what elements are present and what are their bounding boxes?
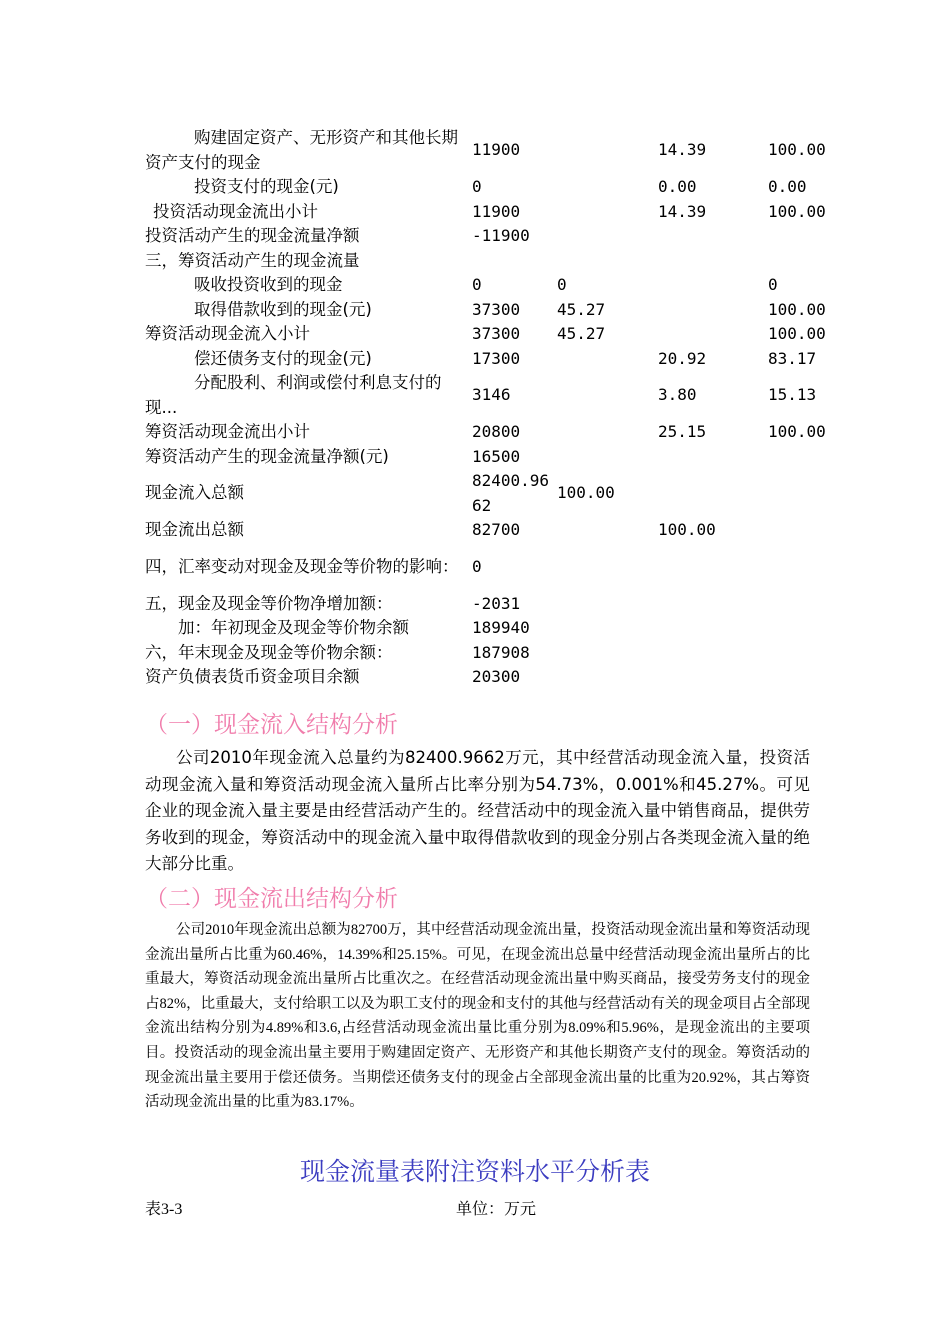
cell-v3: 20.92 xyxy=(658,348,707,368)
cell-v3: 25.15 xyxy=(658,422,707,441)
cell-v1: 3146 xyxy=(472,385,511,405)
row-label: 投资活动产生的现金流量净额 xyxy=(145,226,360,245)
cell-v1: 0 xyxy=(472,177,482,196)
row-label: 筹资活动现金流入小计 xyxy=(145,324,310,343)
table-row xyxy=(145,298,835,323)
cell-v1: 82400.9662 xyxy=(472,471,550,515)
table-row xyxy=(145,273,835,298)
cell-v1: 82700 xyxy=(472,520,521,539)
cell-v4 xyxy=(768,641,835,666)
cell-v3: 100.00 xyxy=(658,520,716,539)
cell-v1: 20300 xyxy=(472,667,521,686)
cell-v3 xyxy=(658,298,768,323)
cell-v2 xyxy=(557,665,658,690)
cell-v3 xyxy=(658,592,768,617)
row-label: 购建固定资产、无形资产和其他长期资产支付的现金 xyxy=(145,128,458,172)
table-title: 现金流量表附注资料水平分析表 xyxy=(299,1157,650,1186)
cell-v4: 15.13 xyxy=(768,385,817,405)
cell-v3 xyxy=(658,249,768,274)
cell-v2 xyxy=(557,518,658,543)
cash-flow-table-body xyxy=(145,126,835,690)
cell-v3 xyxy=(658,665,768,690)
row-label: 分配股利、利润或偿付利息支付的现... xyxy=(145,373,442,417)
cell-v1: 17300 xyxy=(472,348,521,368)
table-row xyxy=(145,371,835,420)
table-row xyxy=(145,592,835,617)
row-label: 三，筹资活动产生的现金流量 xyxy=(145,250,360,270)
inflow-analysis-paragraph: 公司2010年现金流入总量约为82400.9662万元，其中经营活动现金流入量，投资活动现金流入量和筹资活动现金流入量所占比率分别为54.73%，0.001%和45.27%。可见企业的现金流入量主要是由经营活动产生的。经营活动中的现金流入量中销售商品，提供劳务收到的现金，筹资活动中的现金流入量中取得借款收到的现金分别占各类现金流入量的绝大部分比重。 xyxy=(145,748,810,873)
row-label: 加：年初现金及现金等价物余额 xyxy=(178,618,409,637)
section-heading-inflow: （一）现金流入结构分析 xyxy=(145,712,398,738)
cell-v2 xyxy=(557,347,658,372)
table-row xyxy=(145,518,835,543)
cell-v4: 100.00 xyxy=(768,201,826,221)
cell-v4: 0.00 xyxy=(768,177,807,196)
table-row xyxy=(145,543,835,592)
cell-v1: 189940 xyxy=(472,618,530,637)
row-label: 现金流出总额 xyxy=(145,520,244,539)
cell-v1: 11900 xyxy=(472,201,521,221)
cell-v2 xyxy=(557,641,658,666)
cell-v2 xyxy=(557,371,658,420)
cell-v1: 16500 xyxy=(472,446,521,466)
cell-v4 xyxy=(768,469,835,518)
cell-v3: 14.39 xyxy=(658,140,707,160)
cell-v2 xyxy=(557,224,658,249)
cell-v2: 0 xyxy=(557,275,567,294)
cell-v2 xyxy=(557,445,658,470)
cell-v3: 14.39 xyxy=(658,201,707,221)
table-row xyxy=(145,126,835,175)
unit-label: 单位：万元 xyxy=(456,1199,537,1218)
cell-v1: 187908 xyxy=(472,642,530,662)
cell-v4 xyxy=(768,224,835,249)
cell-v4: 100.00 xyxy=(768,140,826,160)
table-row xyxy=(145,224,835,249)
cell-v1: 20800 xyxy=(472,422,521,441)
table-row xyxy=(145,445,835,470)
cell-v3 xyxy=(658,322,768,347)
table-row xyxy=(145,641,835,666)
row-label: 资产负债表货币资金项目余额 xyxy=(145,667,360,686)
cell-v2: 45.27 xyxy=(557,299,606,319)
table-row xyxy=(145,322,835,347)
cash-flow-table xyxy=(145,126,835,690)
table-row xyxy=(145,249,835,274)
cell-v3: 3.80 xyxy=(658,385,697,405)
cell-v3: 0.00 xyxy=(658,177,697,196)
table-row xyxy=(145,420,835,445)
cell-v3 xyxy=(658,273,768,298)
cell-v3 xyxy=(658,616,768,641)
cell-v4 xyxy=(768,665,835,690)
cell-v3 xyxy=(658,543,768,592)
cell-v4 xyxy=(768,249,835,274)
row-label: 取得借款收到的现金(元) xyxy=(194,299,372,319)
cell-v4 xyxy=(768,616,835,641)
table-row xyxy=(145,347,835,372)
row-label: 现金流入总额 xyxy=(145,483,244,503)
cell-v4 xyxy=(768,445,835,470)
cell-v2 xyxy=(557,616,658,641)
row-label: 投资活动现金流出小计 xyxy=(153,201,318,221)
cell-v4: 100.00 xyxy=(768,299,826,319)
row-label: 六，年末现金及现金等价物余额： xyxy=(145,642,393,662)
row-label: 五，现金及现金等价物净增加额： xyxy=(145,593,393,613)
table-row xyxy=(145,175,835,200)
cell-v2 xyxy=(557,249,658,274)
cell-v4: 83.17 xyxy=(768,348,817,368)
cell-v1: 37300 xyxy=(472,299,521,319)
cell-v2 xyxy=(557,543,658,592)
cell-v4: 0 xyxy=(768,275,778,294)
cell-v1: 0 xyxy=(472,275,482,294)
cell-v1: 11900 xyxy=(472,140,521,160)
table-number: 表3-3 xyxy=(145,1201,183,1218)
cell-v2 xyxy=(557,592,658,617)
cell-v3 xyxy=(658,469,768,518)
cell-v2 xyxy=(557,126,658,175)
outflow-analysis-paragraph: 公司2010年现金流出总额为82700万，其中经营活动现金流出量，投资活动现金流出量和筹资活动现金流出量所占比重为60.46%，14.39%和25.15%。可见，在现金流出总量中经营活动现金流出量所占的比重最大，筹资活动现金流出量所占比重次之。在经营活动现金流出量中购买商品，接受劳务支付的现金占82%，比重最大，支付给职工以及为职工支付的现金和支付的其他与经营活动有关的现金项目占全部现金流出结构分别为4.89%和3.6,占经营活动现金流出量比重分别为8.09%和5.96%，是现金流出的主要项目。投资活动的现金流出量主要用于购建固定资产、无形资产和其他长期资产支付的现金。筹资活动的现金流出量主要用于偿还债务。当期偿还债务支付的现金占全部现金流出量的比重为20.92%，其占筹资活动现金流出量的比重为83.17%。 xyxy=(145,922,810,1111)
cell-v2 xyxy=(557,175,658,200)
row-label: 四，汇率变动对现金及现金等价物的影响： xyxy=(145,556,459,576)
row-label: 吸收投资收到的现金 xyxy=(194,275,343,294)
row-label: 筹资活动现金流出小计 xyxy=(145,422,310,441)
cell-v4 xyxy=(768,518,835,543)
table-row xyxy=(145,469,835,518)
cell-v4: 100.00 xyxy=(768,324,826,343)
cell-v3 xyxy=(658,224,768,249)
cell-v3 xyxy=(658,641,768,666)
table-row xyxy=(145,665,835,690)
table-row xyxy=(145,200,835,225)
cell-v1: 37300 xyxy=(472,324,521,343)
cell-v1: -2031 xyxy=(472,593,521,613)
cell-v1: -11900 xyxy=(472,226,530,245)
row-label: 筹资活动产生的现金流量净额(元) xyxy=(145,446,389,466)
cell-v3 xyxy=(658,445,768,470)
row-label: 偿还债务支付的现金(元) xyxy=(194,348,372,368)
cell-v2: 100.00 xyxy=(557,483,615,503)
cell-v2 xyxy=(557,200,658,225)
cell-v4: 100.00 xyxy=(768,422,826,441)
cell-v1 xyxy=(472,249,557,274)
cell-v4 xyxy=(768,543,835,592)
table-row xyxy=(145,616,835,641)
cell-v4 xyxy=(768,592,835,617)
cell-v2 xyxy=(557,420,658,445)
cell-v2: 45.27 xyxy=(557,324,606,343)
row-label: 投资支付的现金(元) xyxy=(194,177,339,196)
cell-v1: 0 xyxy=(472,556,482,576)
section-heading-outflow: （二）现金流出结构分析 xyxy=(145,886,398,912)
